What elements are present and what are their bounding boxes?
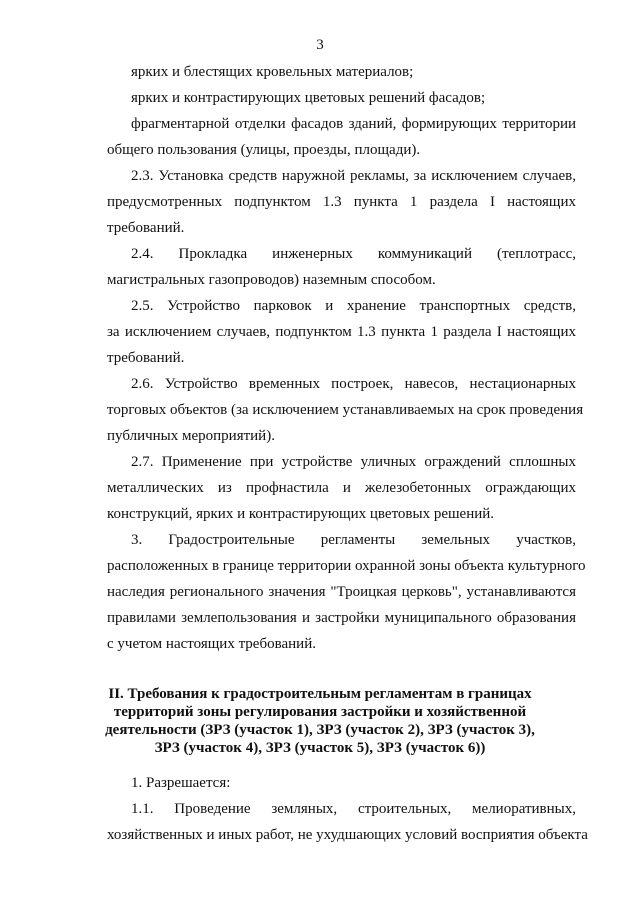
paragraph-line: 1. Разрешается: [131, 775, 231, 791]
list-item: фрагментарной отделки фасадов зданий, формирующих территории [131, 116, 576, 132]
paragraph-line: магистральных газопроводов) наземным способом. [107, 272, 436, 288]
section-heading: территорий зоны регулирования застройки и хозяйственной [113, 704, 527, 720]
section-heading: деятельности (ЗРЗ (участок 1), ЗРЗ (участок 2), ЗРЗ (участок 3), [105, 722, 535, 738]
paragraph-line: 2.5. Устройство парковок и хранение транспортных средств, [131, 298, 576, 314]
paragraph-line: правилами землепользования и застройки муниципального образования [107, 610, 576, 626]
paragraph-line: с учетом настоящих требований. [107, 636, 316, 652]
paragraph-line: публичных мероприятий). [107, 428, 275, 444]
paragraph-line: общего пользования (улицы, проезды, площади). [107, 142, 421, 158]
section-heading: II. Требования к градостроительным регламентам в границах [108, 686, 532, 702]
section-heading: ЗРЗ (участок 4), ЗРЗ (участок 5), ЗРЗ (участок 6)) [154, 740, 486, 756]
paragraph-line: расположенных в границе территории охранной зоны объекта культурного [107, 558, 586, 574]
paragraph-line: 2.4. Прокладка инженерных коммуникаций (теплотрасс, [131, 246, 576, 262]
list-item: ярких и блестящих кровельных материалов; [131, 64, 414, 80]
list-item: ярких и контрастирующих цветовых решений фасадов; [131, 90, 486, 106]
paragraph-line: металлических из профнастила и железобетонных ограждающих [107, 480, 576, 496]
paragraph-line: 3. Градостроительные регламенты земельных участков, [131, 532, 576, 548]
paragraph-line: 1.1. Проведение земляных, строительных, мелиоративных, [131, 801, 576, 817]
paragraph-line: торговых объектов (за исключением устанавливаемых на срок проведения [107, 402, 584, 418]
paragraph-line: 2.3. Установка средств наружной рекламы, за исключением случаев, [131, 168, 576, 184]
paragraph-line: 2.7. Применение при устройстве уличных ограждений сплошных [131, 454, 576, 470]
paragraph-line: требований. [107, 220, 185, 236]
paragraph-line: предусмотренных подпунктом 1.3 пункта 1 раздела I настоящих [107, 194, 576, 210]
paragraph-line: наследия регионального значения "Троицкая церковь", устанавливаются [107, 584, 576, 600]
paragraph-line: 2.6. Устройство временных построек, навесов, нестационарных [131, 376, 576, 392]
paragraph-line: конструкций, ярких и контрастирующих цветовых решений. [107, 506, 495, 522]
paragraph-line: за исключением случаев, подпунктом 1.3 пункта 1 раздела I настоящих [107, 324, 576, 340]
page-number: 3 [316, 37, 324, 53]
paragraph-line: требований. [107, 350, 185, 366]
paragraph-line: хозяйственных и иных работ, не ухудшающих условий восприятия объекта [107, 827, 588, 843]
